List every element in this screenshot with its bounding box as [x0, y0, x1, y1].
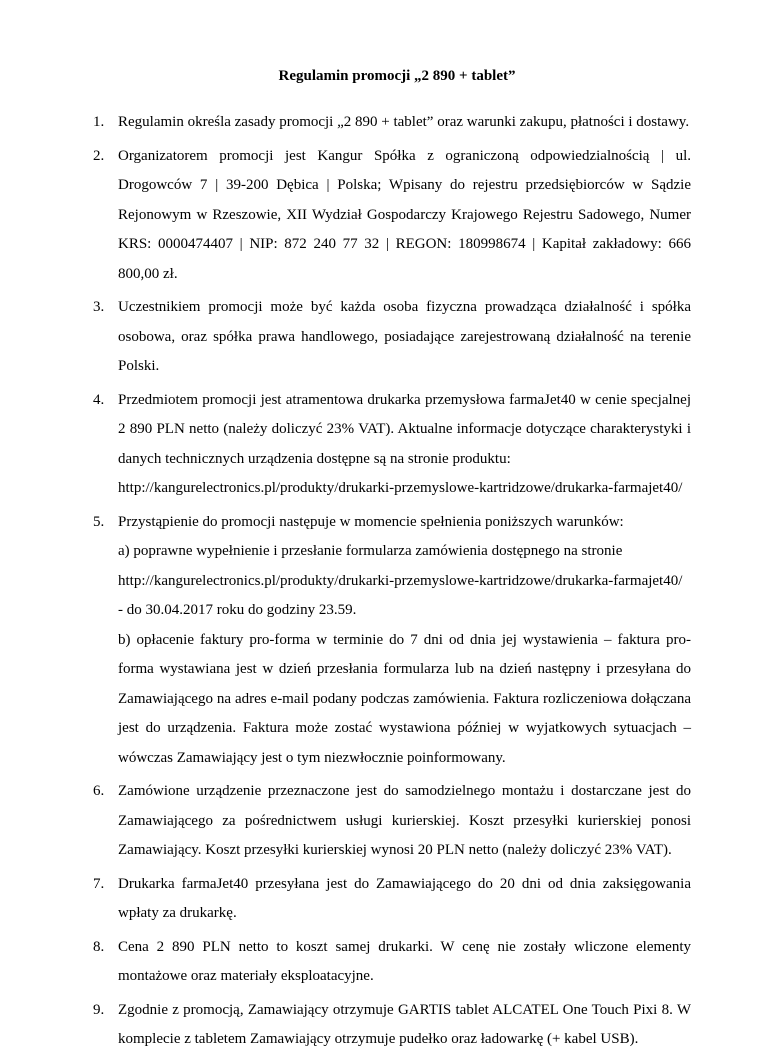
rule-text: Cena 2 890 PLN netto to koszt samej drukarki. W cenę nie zostały wliczone elementy montażowe oraz materiały eksploatacyjne.: [118, 938, 691, 984]
rules-list: [93, 108, 691, 1055]
rule-number: 6.: [93, 783, 105, 799]
rule-text: Regulamin określa zasady promocji „2 890 + tablet” oraz warunki zakupu, płatności i dostawy.: [118, 114, 690, 130]
condition-b-text: b) opłacenie faktury pro-forma w terminie do 7 dni od dnia jej wystawienia – faktura pro-forma wystawiana jest w dzień przesłania formularza lub na dzień następny i przesyłana do Zamawiającego na adres e-mail podany podczas zamówienia. Faktura rozliczeniowa dołączana jest do urządzenia. Faktura może zostać wystawiona później w wyjatkowych sytuacjach – wówczas Zamawiający jest o tym niezwłocznie poinformowany.: [118, 631, 691, 766]
rule-item-7: [93, 870, 691, 929]
rule-number: 9.: [93, 1001, 105, 1018]
rule-number: 4.: [93, 391, 105, 408]
rule-text: Przystąpienie do promocji następuje w momencie spełnienia poniższych warunków:: [118, 513, 624, 530]
rule-text: Organizatorem promocji jest Kangur Spółka z ograniczoną odpowiedzialnością | ul. Drogowców 7 | 39-200 Dębica | Polska; Wpisany do rejestru przedsiębiorców w Sądzie Rejonowym w Rzeszowie, XII Wydział Gospodarczy Krajowego Rejestru Sadowego, Numer KRS: 0000474407 | NIP: 872 240 77 32 | REGON: 180998674 | Kapitał zakładowy: 666 800,00 zł.: [118, 147, 691, 282]
rule-text: Przedmiotem promocji jest atramentowa drukarka przemysłowa farmaJet40 w cenie specjalnej 2 890 PLN netto (należy doliczyć 23% VAT). Aktualne informacje dotyczące charakterystyki i danych technicznych urządzenia dostępne są na stronie produktu:: [118, 391, 691, 467]
rule-item-4: [93, 386, 691, 504]
rule-text: Drukarka farmaJet40 przesyłana jest do Zamawiającego do 20 dni od dnia zaksięgowania wpłaty za drukarkę.: [118, 875, 691, 921]
rule-number: 3.: [93, 299, 105, 315]
document-title: Regulamin promocji „2 890 + tablet”: [278, 68, 516, 84]
rule-number: 1.: [93, 114, 105, 130]
rule-item-3: [93, 293, 691, 382]
rule-item-1: [93, 108, 691, 138]
condition-a-text: a) poprawne wypełnienie i przesłanie formularza zamówienia dostępnego na stronie: [118, 543, 623, 559]
rule-number: 8.: [93, 938, 105, 955]
rule-item-6: [93, 777, 691, 866]
rule-item-2: [93, 142, 691, 290]
rule-item-9: [93, 996, 691, 1055]
rule-item-5: [93, 508, 691, 774]
rule-item-8: [93, 933, 691, 992]
condition-a-url: http://kangurelectronics.pl/produkty/drukarki-przemyslowe-kartridzowe/drukarka-farmajet40/ - do 30.04.2017 roku do godziny 23.59.: [118, 572, 683, 618]
product-url: http://kangurelectronics.pl/produkty/drukarki-przemyslowe-kartridzowe/drukarka-farmajet40/: [118, 480, 683, 496]
rule-number: 2.: [93, 147, 105, 164]
rule-number: 7.: [93, 875, 105, 892]
rule-text: Zamówione urządzenie przeznaczone jest do samodzielnego montażu i dostarczane jest do Zamawiającego za pośrednictwem usługi kurierskiej. Koszt przesyłki kurierskiej ponosi Zamawiający. Koszt przesyłki kurierskiej wynosi 20 PLN netto (należy doliczyć 23% VAT).: [118, 783, 691, 858]
rule-number: 5.: [93, 513, 105, 530]
rule-text: Uczestnikiem promocji może być każda osoba fizyczna prowadząca działalność i spółka osobowa, oraz spółka prawa handlowego, posiadające zarejestrowaną działalność na terenie Polski.: [118, 299, 691, 374]
rule-text: Zgodnie z promocją, Zamawiający otrzymuje GARTIS tablet ALCATEL One Touch Pixi 8. W komplecie z tabletem Zamawiający otrzymuje pudełko oraz ładowarkę (+ kabel USB).: [118, 1001, 691, 1047]
